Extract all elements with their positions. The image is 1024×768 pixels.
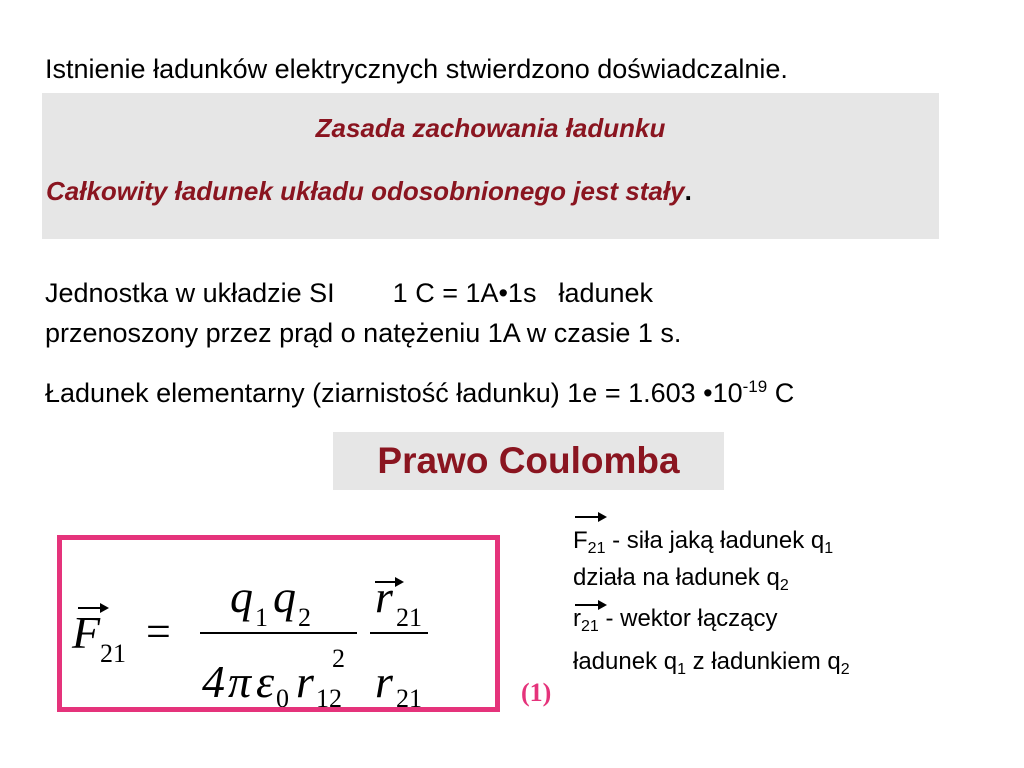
legend-r-symbol: r (573, 605, 581, 632)
si-desc-line2: przenoszony przez prąd o natężeniu 1A w czasie 1 s. (45, 318, 682, 348)
legend-force-sub: 21 (587, 540, 606, 557)
legend-force-text: - siła jaką ładunek q (605, 527, 825, 554)
r-vector-arrowhead (395, 577, 404, 587)
legend-charge-q2-sub: 2 (840, 661, 850, 678)
legend-acts-text: działa na ładunek q (573, 564, 780, 591)
legend-r-sub: 21 (581, 618, 599, 635)
legend-line-force (573, 527, 833, 555)
distance-r: r (375, 656, 393, 707)
conservation-box (42, 93, 939, 239)
legend-charge-text: ładunek q (573, 648, 678, 675)
denominator-epsilon-sub: 0 (276, 684, 289, 707)
coulomb-formula (62, 540, 495, 707)
numerator-q2-sub: 2 (298, 603, 311, 632)
si-label: Jednostka w układzie SI (45, 278, 335, 308)
legend-q1-sub: 1 (824, 540, 834, 557)
legend-f-vector-arrow (575, 516, 605, 518)
si-desc-start: ładunek (558, 278, 654, 308)
numerator-q1-sub: 1 (255, 603, 268, 632)
legend-charge-q1-sub: 1 (677, 661, 686, 678)
legend-q2-sub: 2 (779, 577, 789, 594)
force-symbol: F (72, 607, 101, 658)
statement-period: . (684, 176, 692, 206)
legend-line-charges (573, 648, 850, 676)
elementary-exponent: -19 (742, 377, 768, 396)
si-equation: 1 C = 1A•1s (392, 278, 537, 308)
denominator-coef: 4 (202, 656, 225, 707)
conservation-statement-text: Całkowity ładunek układu odosobnionego jest stały (46, 176, 685, 206)
legend-line-vector (573, 605, 778, 633)
coulomb-formula-box (57, 535, 500, 712)
equation-number: (1) (521, 678, 552, 707)
coulomb-law-title: Prawo Coulomba (333, 432, 724, 490)
denominator-r-sup: 2 (332, 644, 345, 673)
elementary-charge (45, 376, 794, 410)
denominator-r-sub: 12 (316, 684, 342, 707)
force-subscript: 21 (100, 639, 126, 668)
denominator-r: r (296, 656, 314, 707)
intro-text: Istnienie ładunków elektrycznych stwierdzono doświadczalnie. (45, 54, 788, 84)
distance-r-sub: 21 (396, 684, 422, 707)
conservation-title: Zasada zachowania ładunku (315, 113, 666, 143)
elementary-unit: C (767, 378, 795, 408)
elementary-text: Ładunek elementarny (ziarnistość ładunku) 1e = 1.603 •10 (45, 378, 743, 408)
legend-force-symbol: F (573, 527, 588, 554)
conservation-statement (46, 176, 692, 207)
numerator-q2: q (273, 571, 296, 622)
denominator-epsilon: ε (256, 656, 275, 707)
legend-line-acts (573, 564, 789, 592)
si-unit-line (45, 276, 653, 310)
unit-vector-r: r (375, 571, 393, 622)
f-vector-arrowhead (100, 603, 109, 613)
legend-vector-text: - wektor łączący (598, 605, 778, 632)
legend-charge-mid: z ładunkiem q (686, 648, 841, 675)
numerator-q1: q (230, 571, 253, 622)
denominator-pi: π (228, 656, 252, 707)
unit-vector-r-sub: 21 (396, 603, 422, 632)
equals-sign: = (146, 607, 171, 656)
